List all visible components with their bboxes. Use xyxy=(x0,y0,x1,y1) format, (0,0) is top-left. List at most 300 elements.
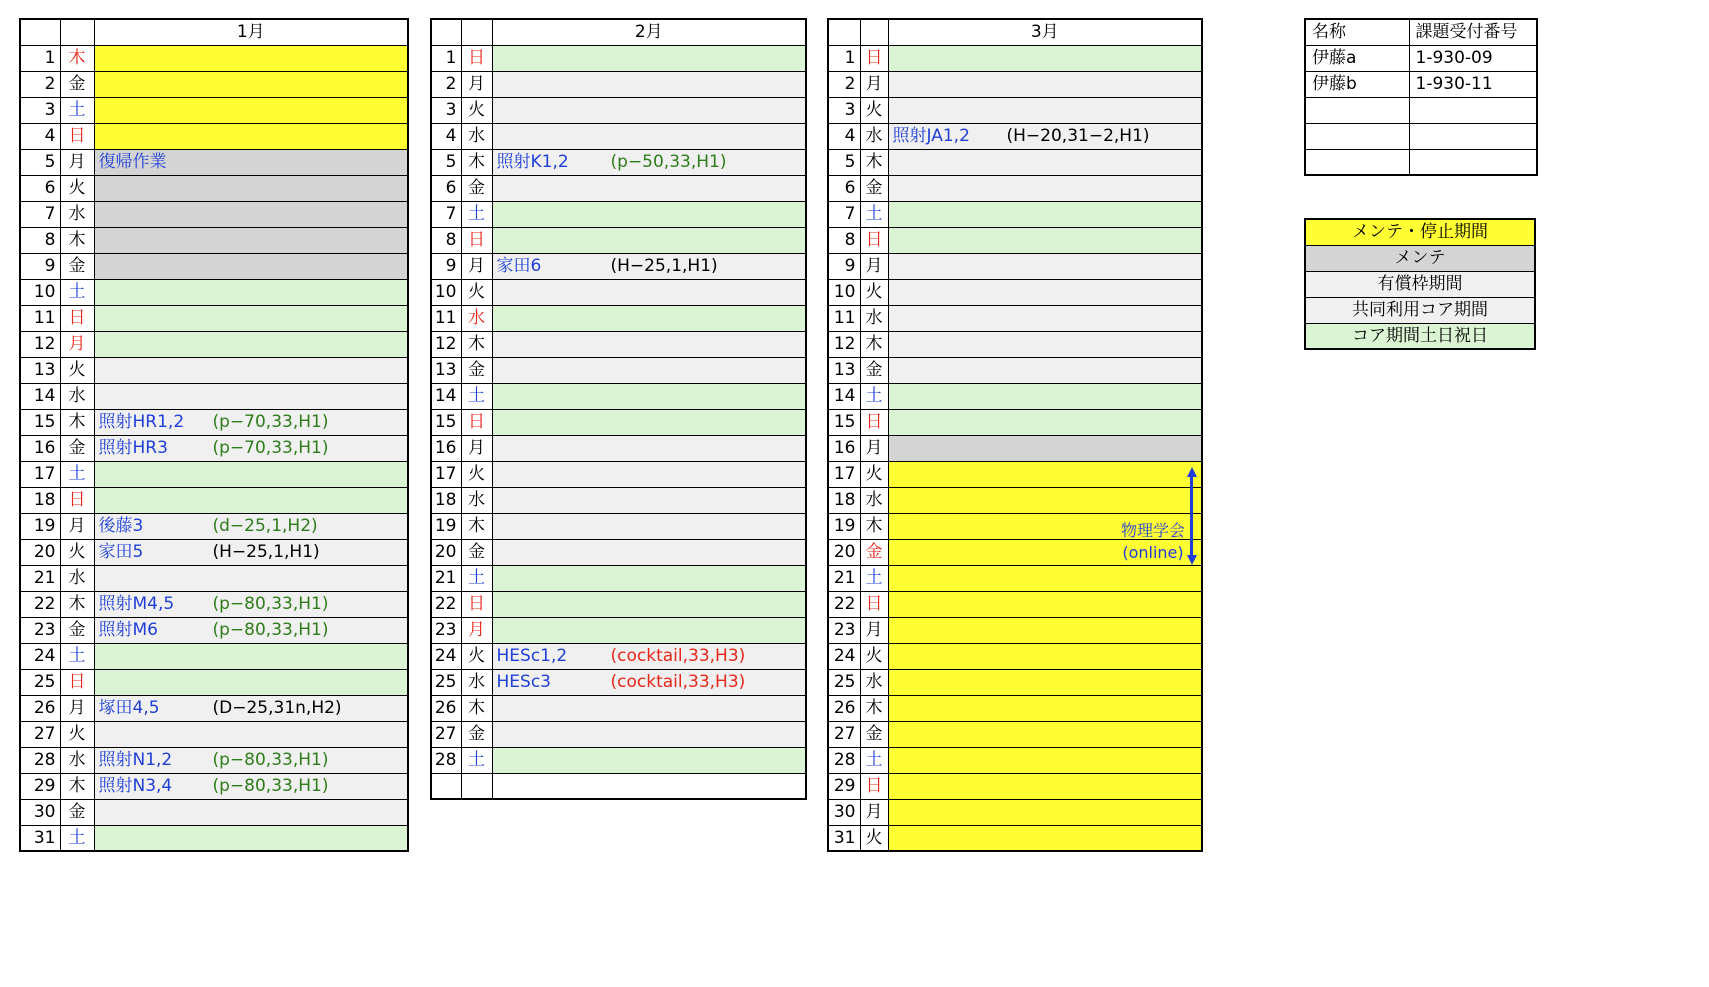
weekday: 日 xyxy=(860,45,888,71)
info-name-cell[interactable] xyxy=(1305,97,1409,123)
day-number: 18 xyxy=(828,487,860,513)
day-cell[interactable] xyxy=(94,513,408,539)
day-number: 2 xyxy=(828,71,860,97)
legend-row xyxy=(1305,219,1535,245)
day-cell[interactable] xyxy=(94,539,408,565)
legend-item: メンテ xyxy=(1305,245,1535,271)
day-cell[interactable] xyxy=(492,747,806,773)
day-cell[interactable] xyxy=(492,409,806,435)
day-cell[interactable] xyxy=(492,487,806,513)
day-row xyxy=(20,461,408,487)
day-row xyxy=(20,149,408,175)
day-row xyxy=(20,71,408,97)
day-cell[interactable] xyxy=(492,591,806,617)
day-cell[interactable] xyxy=(888,123,1202,149)
annotation-line2: (online) xyxy=(1122,543,1184,562)
month-title: 1月 xyxy=(94,19,408,45)
info-number-cell[interactable]: 1-930-11 xyxy=(1409,71,1537,97)
day-row xyxy=(431,591,806,617)
day-number: 6 xyxy=(828,175,860,201)
day-cell[interactable] xyxy=(888,357,1202,383)
day-number: 1 xyxy=(828,45,860,71)
info-row xyxy=(1305,45,1537,71)
day-row xyxy=(431,279,806,305)
day-cell[interactable] xyxy=(492,721,806,747)
day-row xyxy=(828,279,1202,305)
event-name: 復帰作業 xyxy=(98,152,167,172)
event-params: (cocktail,33,H3) xyxy=(610,671,746,692)
month-title: 3月 xyxy=(888,19,1202,45)
info-table xyxy=(1304,18,1538,176)
day-number: 22 xyxy=(431,591,461,617)
day-row xyxy=(431,201,806,227)
weekday: 金 xyxy=(860,721,888,747)
day-number: 2 xyxy=(431,71,461,97)
weekday: 土 xyxy=(60,97,94,123)
day-cell[interactable] xyxy=(492,253,806,279)
legend xyxy=(1304,218,1536,350)
day-cell[interactable] xyxy=(94,71,408,97)
day-number: 12 xyxy=(828,331,860,357)
day-row xyxy=(431,97,806,123)
day-cell[interactable] xyxy=(492,695,806,721)
day-row xyxy=(431,357,806,383)
info-number-cell[interactable] xyxy=(1409,123,1537,149)
day-cell[interactable] xyxy=(94,591,408,617)
day-number: 17 xyxy=(431,461,461,487)
arrow-shaft xyxy=(1190,476,1193,556)
day-cell[interactable] xyxy=(94,565,408,591)
weekday: 土 xyxy=(461,565,492,591)
event-name: 照射K1,2 xyxy=(496,152,569,172)
weekday: 金 xyxy=(461,357,492,383)
event-name: HESc1,2 xyxy=(496,646,568,666)
day-number: 5 xyxy=(20,149,60,175)
day-cell[interactable] xyxy=(492,513,806,539)
weekday: 金 xyxy=(60,71,94,97)
day-cell[interactable] xyxy=(492,643,806,669)
day-cell[interactable] xyxy=(94,461,408,487)
day-row xyxy=(828,617,1202,643)
day-cell[interactable] xyxy=(888,201,1202,227)
event-name: HESc3 xyxy=(496,672,551,692)
day-cell[interactable] xyxy=(492,669,806,695)
weekday: 火 xyxy=(860,279,888,305)
event-name: 照射N1,2 xyxy=(98,750,173,770)
day-cell[interactable] xyxy=(492,71,806,97)
info-number-cell[interactable] xyxy=(1409,149,1537,175)
legend-row xyxy=(1305,297,1535,323)
weekday: 木 xyxy=(461,149,492,175)
weekday: 月 xyxy=(461,253,492,279)
day-row xyxy=(431,45,806,71)
day-row xyxy=(20,175,408,201)
day-number: 21 xyxy=(431,565,461,591)
day-cell[interactable] xyxy=(94,721,408,747)
weekday: 水 xyxy=(860,669,888,695)
info-row xyxy=(1305,97,1537,123)
weekday: 土 xyxy=(860,201,888,227)
day-cell[interactable] xyxy=(492,565,806,591)
day-row xyxy=(431,409,806,435)
day-number: 12 xyxy=(20,331,60,357)
day-cell[interactable] xyxy=(492,383,806,409)
day-cell[interactable] xyxy=(94,331,408,357)
day-row xyxy=(431,643,806,669)
day-cell[interactable] xyxy=(492,201,806,227)
day-cell[interactable] xyxy=(888,305,1202,331)
day-number: 23 xyxy=(431,617,461,643)
day-cell[interactable] xyxy=(888,669,1202,695)
day-number: 7 xyxy=(20,201,60,227)
day-row xyxy=(20,253,408,279)
weekday: 月 xyxy=(860,253,888,279)
day-row xyxy=(828,97,1202,123)
day-cell[interactable] xyxy=(888,721,1202,747)
event-params: (p−70,33,H1) xyxy=(212,437,329,458)
day-row xyxy=(20,305,408,331)
legend-item: 有償枠期間 xyxy=(1305,271,1535,297)
weekday: 水 xyxy=(860,487,888,513)
weekday: 水 xyxy=(461,305,492,331)
day-row xyxy=(20,357,408,383)
day-cell[interactable] xyxy=(888,773,1202,799)
day-number: 20 xyxy=(20,539,60,565)
day-row xyxy=(828,383,1202,409)
day-row xyxy=(828,773,1202,799)
header-blank xyxy=(860,19,888,45)
weekday: 金 xyxy=(860,539,888,565)
weekday: 月 xyxy=(461,435,492,461)
day-cell[interactable] xyxy=(492,175,806,201)
day-number: 29 xyxy=(20,773,60,799)
day-cell[interactable] xyxy=(94,617,408,643)
day-row xyxy=(20,721,408,747)
weekday: 木 xyxy=(60,45,94,71)
day-cell[interactable] xyxy=(492,97,806,123)
day-number: 6 xyxy=(20,175,60,201)
event-name: 照射JA1,2 xyxy=(892,126,970,146)
day-row xyxy=(828,175,1202,201)
day-number: 10 xyxy=(431,279,461,305)
day-row xyxy=(828,565,1202,591)
day-cell[interactable] xyxy=(492,305,806,331)
day-cell[interactable] xyxy=(492,45,806,71)
weekday: 土 xyxy=(461,747,492,773)
weekday: 水 xyxy=(60,565,94,591)
day-cell[interactable] xyxy=(888,409,1202,435)
header-blank xyxy=(828,19,860,45)
weekday: 木 xyxy=(60,227,94,253)
day-row xyxy=(828,409,1202,435)
day-number: 8 xyxy=(431,227,461,253)
weekday: 火 xyxy=(461,279,492,305)
day-number: 20 xyxy=(431,539,461,565)
day-cell[interactable] xyxy=(94,253,408,279)
day-cell[interactable] xyxy=(888,643,1202,669)
day-number: 19 xyxy=(20,513,60,539)
weekday: 木 xyxy=(860,149,888,175)
day-row xyxy=(20,409,408,435)
weekday: 木 xyxy=(60,409,94,435)
day-cell[interactable] xyxy=(94,747,408,773)
day-cell[interactable] xyxy=(492,357,806,383)
day-cell[interactable] xyxy=(492,227,806,253)
day-cell[interactable] xyxy=(888,799,1202,825)
weekday: 月 xyxy=(461,617,492,643)
weekday: 水 xyxy=(60,383,94,409)
weekday: 月 xyxy=(461,71,492,97)
day-number: 28 xyxy=(828,747,860,773)
day-row xyxy=(828,695,1202,721)
day-row xyxy=(828,123,1202,149)
day-cell[interactable] xyxy=(888,617,1202,643)
day-number: 14 xyxy=(828,383,860,409)
weekday: 月 xyxy=(860,71,888,97)
day-cell[interactable] xyxy=(94,175,408,201)
day-row xyxy=(20,799,408,825)
day-cell[interactable] xyxy=(94,279,408,305)
day-row xyxy=(431,305,806,331)
event-params: (cocktail,33,H3) xyxy=(610,645,746,666)
day-cell[interactable] xyxy=(888,331,1202,357)
legend-item: 共同利用コア期間 xyxy=(1305,297,1535,323)
day-number: 31 xyxy=(20,825,60,851)
day-number: 21 xyxy=(828,565,860,591)
day-row xyxy=(431,617,806,643)
day-number: 4 xyxy=(431,123,461,149)
day-cell[interactable] xyxy=(888,487,1202,513)
day-row xyxy=(431,383,806,409)
day-cell[interactable] xyxy=(888,565,1202,591)
weekday: 土 xyxy=(461,383,492,409)
day-number: 30 xyxy=(20,799,60,825)
day-cell[interactable] xyxy=(888,71,1202,97)
weekday xyxy=(461,773,492,799)
day-cell[interactable] xyxy=(888,825,1202,851)
day-number: 19 xyxy=(828,513,860,539)
day-number xyxy=(431,773,461,799)
weekday: 火 xyxy=(860,643,888,669)
day-row xyxy=(431,253,806,279)
legend-row xyxy=(1305,323,1535,349)
day-cell[interactable] xyxy=(94,487,408,513)
event-params: (p−80,33,H1) xyxy=(212,619,329,640)
day-row xyxy=(828,253,1202,279)
weekday: 日 xyxy=(60,669,94,695)
day-number: 27 xyxy=(20,721,60,747)
day-number: 1 xyxy=(431,45,461,71)
day-row xyxy=(20,591,408,617)
day-cell[interactable] xyxy=(492,539,806,565)
event-name: 照射HR3 xyxy=(98,438,168,458)
day-cell[interactable] xyxy=(888,591,1202,617)
arrow-down-icon xyxy=(1187,555,1197,565)
day-cell[interactable] xyxy=(94,227,408,253)
header-blank xyxy=(431,19,461,45)
day-row xyxy=(828,487,1202,513)
day-row xyxy=(431,461,806,487)
day-cell[interactable] xyxy=(94,201,408,227)
day-row xyxy=(20,747,408,773)
day-cell[interactable] xyxy=(888,227,1202,253)
weekday: 金 xyxy=(461,175,492,201)
day-cell[interactable] xyxy=(888,175,1202,201)
day-cell[interactable] xyxy=(888,383,1202,409)
day-number: 25 xyxy=(828,669,860,695)
day-row xyxy=(431,747,806,773)
day-row xyxy=(20,825,408,851)
day-row xyxy=(20,331,408,357)
weekday: 月 xyxy=(860,435,888,461)
day-row xyxy=(431,565,806,591)
day-cell[interactable] xyxy=(94,123,408,149)
day-cell[interactable] xyxy=(94,643,408,669)
day-cell[interactable] xyxy=(888,695,1202,721)
day-row xyxy=(20,435,408,461)
day-cell[interactable] xyxy=(888,461,1202,487)
weekday: 火 xyxy=(461,97,492,123)
weekday: 火 xyxy=(860,461,888,487)
day-number: 3 xyxy=(431,97,461,123)
day-cell[interactable] xyxy=(888,149,1202,175)
day-cell[interactable] xyxy=(492,773,806,799)
weekday: 日 xyxy=(461,45,492,71)
day-number: 27 xyxy=(828,721,860,747)
day-cell[interactable] xyxy=(94,773,408,799)
weekday: 月 xyxy=(60,149,94,175)
weekday: 日 xyxy=(60,305,94,331)
annotation-line1: 物理学会 xyxy=(1120,521,1185,540)
day-row xyxy=(20,539,408,565)
day-cell[interactable] xyxy=(94,149,408,175)
day-number: 4 xyxy=(828,123,860,149)
weekday: 水 xyxy=(60,201,94,227)
weekday: 金 xyxy=(60,435,94,461)
day-cell[interactable] xyxy=(94,695,408,721)
day-row xyxy=(828,331,1202,357)
day-number: 16 xyxy=(431,435,461,461)
day-row xyxy=(431,721,806,747)
day-row xyxy=(828,799,1202,825)
day-number: 1 xyxy=(20,45,60,71)
day-row xyxy=(828,435,1202,461)
day-cell[interactable] xyxy=(94,97,408,123)
day-cell[interactable] xyxy=(94,435,408,461)
day-cell[interactable] xyxy=(492,461,806,487)
day-number: 18 xyxy=(20,487,60,513)
weekday: 金 xyxy=(860,357,888,383)
weekday: 月 xyxy=(860,799,888,825)
weekday: 土 xyxy=(60,643,94,669)
day-cell[interactable] xyxy=(94,669,408,695)
day-cell[interactable] xyxy=(94,305,408,331)
weekday: 土 xyxy=(860,747,888,773)
info-name-cell[interactable] xyxy=(1305,123,1409,149)
day-cell[interactable] xyxy=(492,123,806,149)
day-cell[interactable] xyxy=(888,279,1202,305)
day-number: 11 xyxy=(431,305,461,331)
header-blank xyxy=(20,19,60,45)
day-number: 18 xyxy=(431,487,461,513)
day-cell[interactable] xyxy=(94,409,408,435)
calendar-february xyxy=(430,18,807,800)
day-number: 24 xyxy=(20,643,60,669)
info-name-cell[interactable]: 伊藤b xyxy=(1305,71,1409,97)
event-params: (H−25,1,H1) xyxy=(610,255,718,276)
day-cell[interactable] xyxy=(492,617,806,643)
weekday: 金 xyxy=(461,539,492,565)
day-number: 17 xyxy=(828,461,860,487)
day-cell[interactable] xyxy=(888,747,1202,773)
day-cell[interactable] xyxy=(492,331,806,357)
day-row xyxy=(828,305,1202,331)
day-number: 21 xyxy=(20,565,60,591)
day-number: 28 xyxy=(20,747,60,773)
day-number: 16 xyxy=(828,435,860,461)
day-cell[interactable] xyxy=(492,279,806,305)
day-cell[interactable] xyxy=(94,45,408,71)
day-number: 24 xyxy=(431,643,461,669)
day-row xyxy=(828,643,1202,669)
day-cell[interactable] xyxy=(888,253,1202,279)
weekday: 火 xyxy=(461,461,492,487)
day-cell[interactable] xyxy=(94,383,408,409)
day-number: 3 xyxy=(20,97,60,123)
weekday: 火 xyxy=(60,539,94,565)
day-row xyxy=(828,357,1202,383)
day-number: 11 xyxy=(20,305,60,331)
weekday: 月 xyxy=(60,695,94,721)
event-name: 家田6 xyxy=(496,256,542,276)
day-row xyxy=(20,669,408,695)
day-cell[interactable] xyxy=(888,45,1202,71)
day-cell[interactable] xyxy=(94,357,408,383)
event-name: 照射HR1,2 xyxy=(98,412,185,432)
day-number: 26 xyxy=(431,695,461,721)
info-name-cell[interactable] xyxy=(1305,149,1409,175)
conference-annotation xyxy=(1108,520,1198,564)
weekday: 土 xyxy=(60,279,94,305)
weekday: 木 xyxy=(461,695,492,721)
day-cell[interactable] xyxy=(492,149,806,175)
day-number: 19 xyxy=(431,513,461,539)
event-name: 後藤3 xyxy=(98,516,144,536)
day-cell[interactable] xyxy=(492,435,806,461)
day-number: 16 xyxy=(20,435,60,461)
day-row xyxy=(20,617,408,643)
info-row xyxy=(1305,149,1537,175)
weekday: 土 xyxy=(860,383,888,409)
weekday: 火 xyxy=(860,825,888,851)
weekday: 金 xyxy=(60,799,94,825)
info-number-cell[interactable]: 1-930-09 xyxy=(1409,45,1537,71)
day-number: 23 xyxy=(828,617,860,643)
info-number-cell[interactable] xyxy=(1409,97,1537,123)
day-number: 5 xyxy=(828,149,860,175)
day-cell[interactable] xyxy=(94,825,408,851)
day-number: 27 xyxy=(431,721,461,747)
info-name-cell[interactable]: 伊藤a xyxy=(1305,45,1409,71)
day-cell[interactable] xyxy=(888,97,1202,123)
event-params: (p−80,33,H1) xyxy=(212,775,329,796)
day-cell[interactable] xyxy=(94,799,408,825)
day-cell[interactable] xyxy=(888,435,1202,461)
day-number: 14 xyxy=(431,383,461,409)
weekday: 月 xyxy=(860,617,888,643)
day-row xyxy=(20,45,408,71)
day-number: 7 xyxy=(828,201,860,227)
